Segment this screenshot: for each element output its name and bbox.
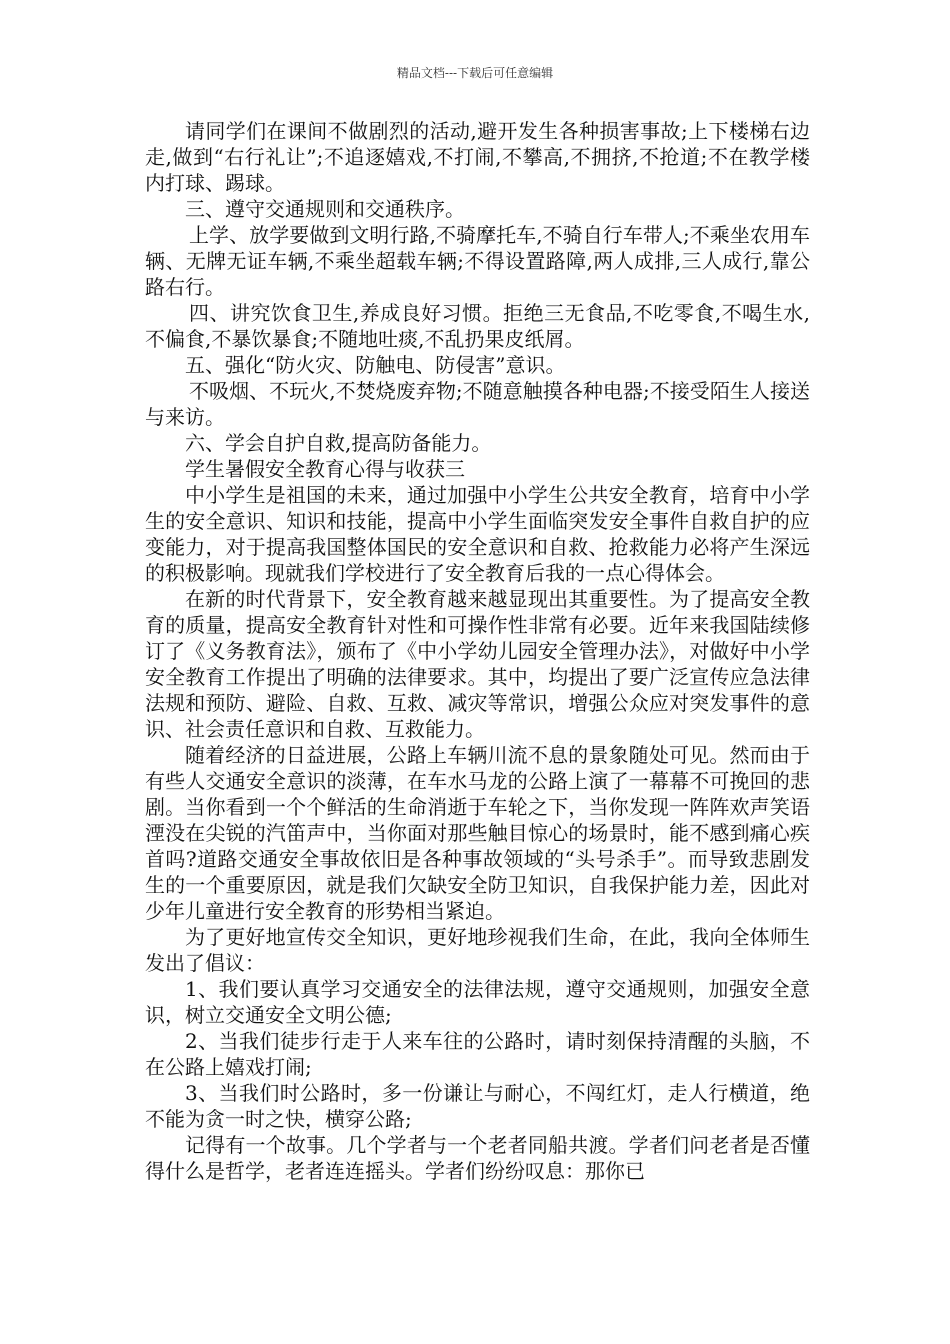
section-heading-4: 四、讲究饮食卫生,养成良好习惯。拒绝三无食品,不吃零食,不喝生水,不偏食,不暴饮暴食;不随地吐痰,不乱扔果皮纸屑。: [145, 301, 810, 351]
document-body: [145, 118, 810, 1184]
section-heading-3: 三、遵守交通规则和交通秩序。: [185, 197, 465, 221]
article-title: 学生暑假安全教育心得与收获三: [185, 457, 465, 481]
paragraph-5: 在新的时代背景下，安全教育越来越显现出其重要性。为了提高安全教育的质量，提高安全教育针对性和可操作性非常有必要。近年来我国陆续修订了《义务教育法》，颁布了《中小学幼儿园安全管理办法》，对做好中小学安全教育工作提出了明确的法律要求。其中，均提出了要广泛宣传应急法律法规和预防、避险、自救、互救、减灾等常识，增强公众应对突发事件的意识、社会责任意识和自救、互救能力。: [145, 587, 810, 741]
paragraph-8: 记得有一个故事。几个学者与一个老者同船共渡。学者们问老者是否懂得什么是哲学，老者连连摇头。学者们纷纷叹息：那你已: [145, 1133, 810, 1183]
paragraph-2: 上学、放学要做到文明行路,不骑摩托车,不骑自行车带人;不乘坐农用车辆、无牌无证车辆,不乘坐超载车辆;不得设置路障,两人成排,三人成行,靠公路右行。: [145, 223, 810, 299]
paragraph-7: 为了更好地宣传交全知识，更好地珍视我们生命，在此，我向全体师生发出了倡议：: [145, 925, 810, 975]
section-heading-6: 六、学会自护自救,提高防备能力。: [185, 431, 492, 455]
page-header: 精品文档---下载后可任意编辑: [396, 66, 554, 80]
paragraph-3: 不吸烟、不玩火,不焚烧废弃物;不随意触摸各种电器;不接受陌生人接送与来访。: [145, 379, 810, 429]
section-heading-5: 五、强化“防火灾、防触电、防侵害”意识。: [185, 353, 566, 377]
list-item-2: 2、当我们徒步行走于人来车往的公路时，请时刻保持清醒的头脑，不在公路上嬉戏打闹;: [145, 1029, 810, 1079]
list-item-3: 3、当我们时公路时，多一份谦让与耐心，不闯红灯，走人行横道，绝不能为贪一时之快，横穿公路;: [145, 1081, 810, 1131]
list-item-1: 1、我们要认真学习交通安全的法律法规，遵守交通规则，加强安全意识，树立交通安全文明公德;: [145, 977, 810, 1027]
paragraph-4: 中小学生是祖国的未来，通过加强中小学生公共安全教育，培育中小学生的安全意识、知识和技能，提高中小学生面临突发安全事件自救自护的应变能力，对于提高我国整体国民的安全意识和自救、抢救能力必将产生深远的积极影响。现就我们学校进行了安全教育后我的一点心得体会。: [145, 483, 810, 585]
paragraph-1: 请同学们在课间不做剧烈的活动,避开发生各种损害事故;上下楼梯右边走,做到“右行礼让”;不追逐嬉戏,不打闹,不攀高,不拥挤,不抢道;不在教学楼内打球、踢球。: [145, 119, 810, 195]
paragraph-6: 随着经济的日益进展，公路上车辆川流不息的景象随处可见。然而由于有些人交通安全意识的淡薄，在车水马龙的公路上演了一幕幕不可挽回的悲剧。当你看到一个个鲜活的生命消逝于车轮之下，当你发现一阵阵欢声笑语湮没在尖锐的汽笛声中，当你面对那些触目惊心的场景时，能不感到痛心疾首吗?道路交通安全事故依旧是各种事故领域的“头号杀手”。而导致悲剧发生的一个重要原因，就是我们欠缺安全防卫知识，自我保护能力差，因此对少年儿童进行安全教育的形势相当紧迫。: [145, 743, 810, 923]
